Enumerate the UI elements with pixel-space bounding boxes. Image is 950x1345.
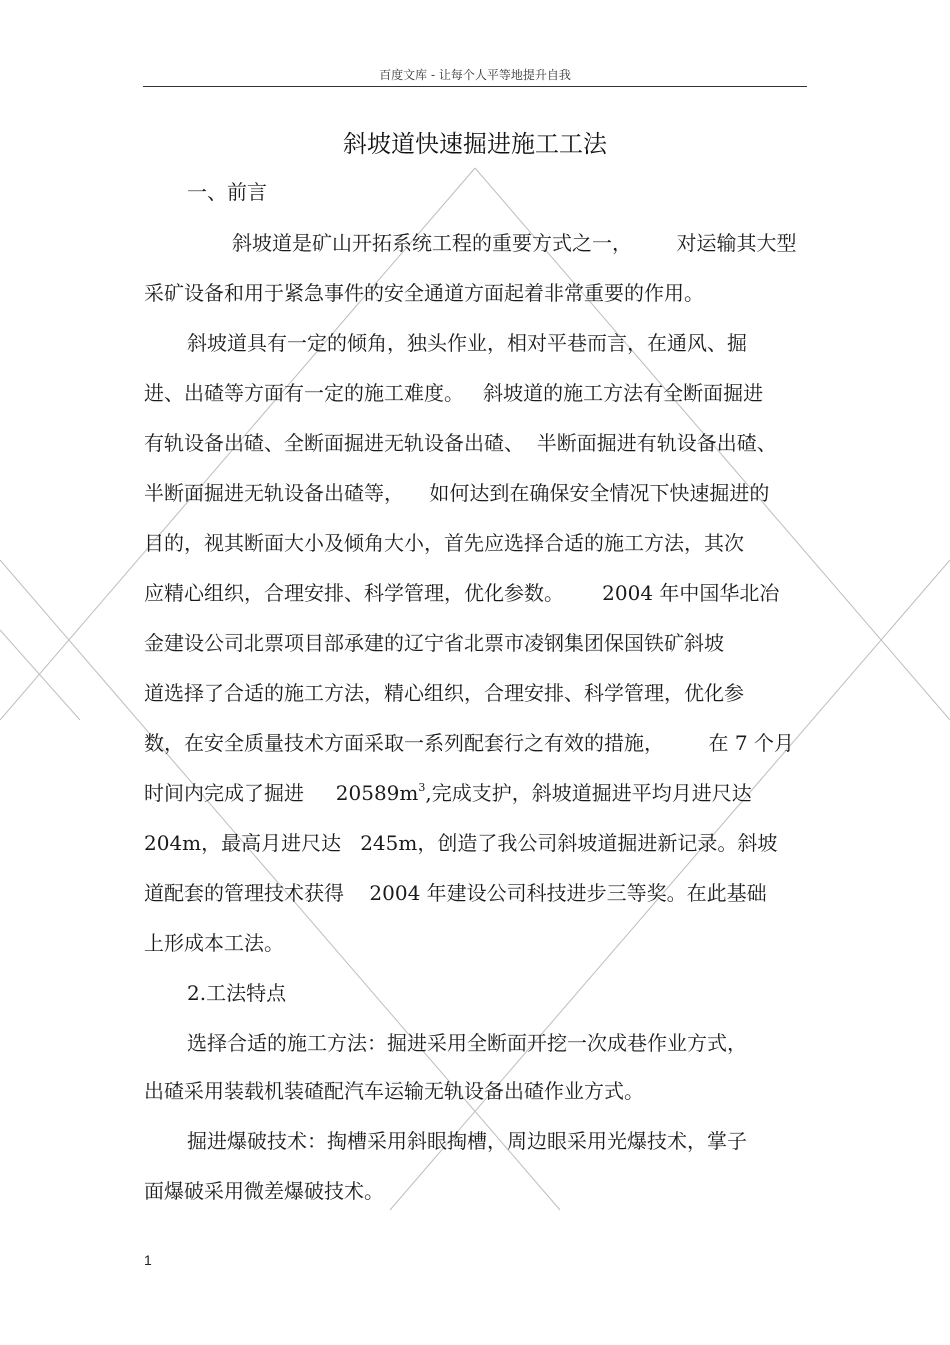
page-header: 百度文库 - 让每个人平等地提升自我: [379, 68, 571, 82]
body-line: 道配套的管理技术获得 2004 年建设公司科技进步三等奖。在此基础: [144, 881, 767, 905]
section-heading-preface: 一、前言: [187, 180, 267, 204]
body-line: 选择合适的施工方法：掘进采用全断面开挖一次成巷作业方式，: [187, 1031, 747, 1055]
volume-continuation: ,完成支护，斜坡道掘进平均月进尺达: [425, 781, 752, 805]
body-line: 进、出碴等方面有一定的施工难度。 斜坡道的施工方法有全断面掘进: [144, 381, 764, 405]
body-line: 斜坡道具有一定的倾角，独头作业，相对平巷而言，在通风、掘: [187, 331, 747, 355]
body-line: 目的，视其断面大小及倾角大小，首先应选择合适的施工方法，其次: [144, 531, 744, 555]
body-line: 应精心组织，合理安排、科学管理，优化参数。 2004 年中国华北冶: [144, 581, 780, 605]
body-line: 斜坡道是矿山开拓系统工程的重要方式之一， 对运输其大型: [232, 231, 797, 255]
body-line-volume: [144, 780, 752, 806]
body-line: 半断面掘进无轨设备出碴等， 如何达到在确保安全情况下快速掘进的: [144, 481, 770, 505]
body-line: 道选择了合适的施工方法，精心组织，合理安排、科学管理，优化参: [144, 681, 744, 705]
body-line: 掘进爆破技术：掏槽采用斜眼掏槽，周边眼采用光爆技术，掌子: [187, 1129, 747, 1153]
body-line: 204m，最高月进尺达 245m，创造了我公司斜坡道掘进新记录。斜坡: [144, 831, 778, 855]
page-number: 1: [144, 1252, 152, 1268]
body-line: 出碴采用装载机装碴配汽车运输无轨设备出碴作业方式。: [144, 1079, 644, 1103]
body-line: 数，在安全质量技术方面采取一系列配套行之有效的措施， 在 7 个月: [144, 731, 794, 755]
document-title: 斜坡道快速掘进施工工法: [343, 130, 607, 158]
body-line: 采矿设备和用于紧急事件的安全通道方面起着非常重要的作用。: [144, 281, 704, 305]
header-divider: [143, 86, 807, 87]
body-line: 面爆破采用微差爆破技术。: [144, 1179, 384, 1203]
section-heading-features: 2.工法特点: [187, 981, 287, 1005]
cubic-superscript: 3: [418, 781, 426, 794]
body-line: 上形成本工法。: [144, 931, 284, 955]
body-line: 金建设公司北票项目部承建的辽宁省北票市凌钢集团保国铁矿斜坡: [144, 631, 724, 655]
body-line: 有轨设备出碴、全断面掘进无轨设备出碴、 半断面掘进有轨设备出碴、: [144, 431, 777, 455]
volume-text: 时间内完成了掘进 20589m: [144, 781, 419, 805]
